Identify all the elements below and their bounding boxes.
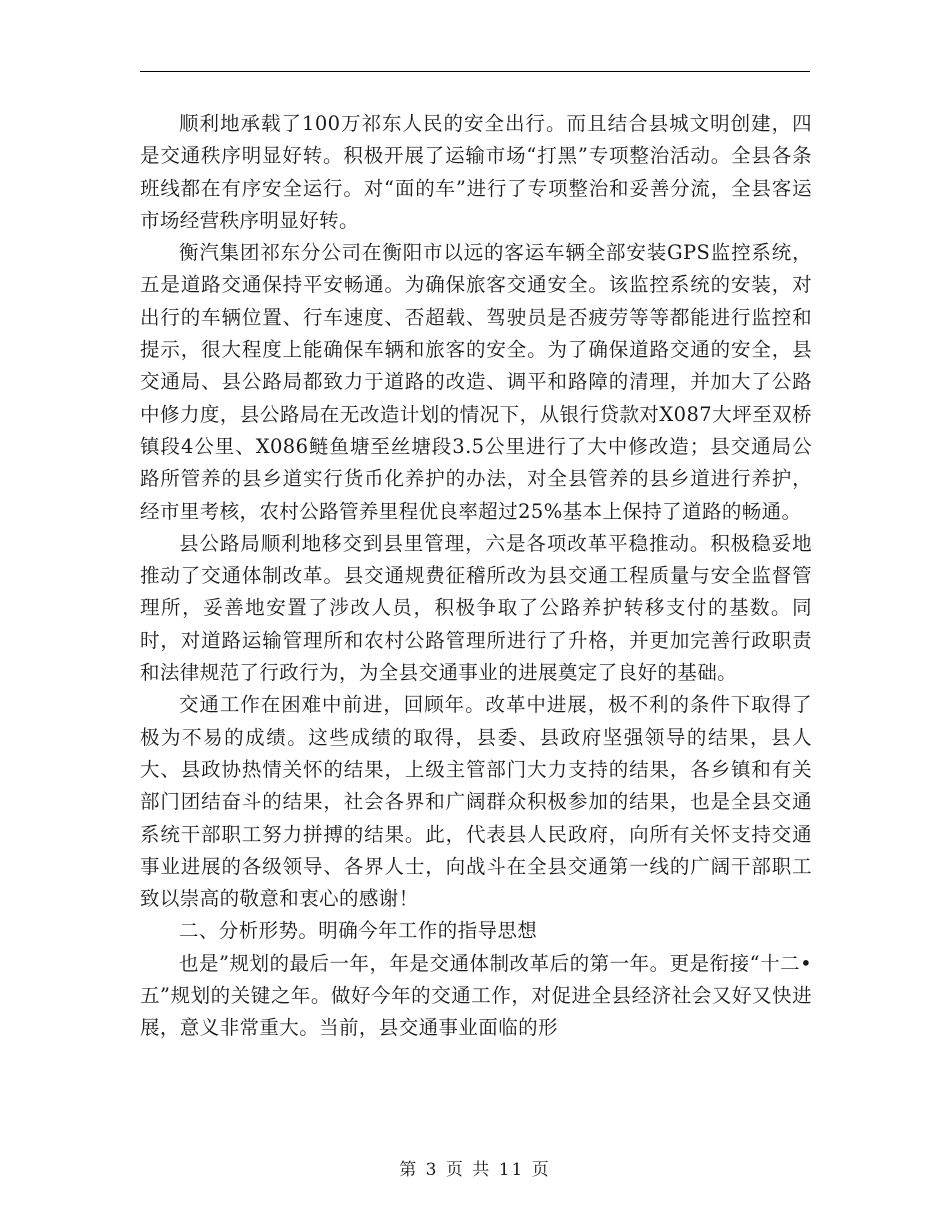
paragraph: 县公路局顺利地移交到县里管理，六是各项改革平稳推动。积极稳妥地推动了交通体制改革。县交通规费征稽所改为县交通工程质量与安全监督管理所，妥善地安置了涉改人员，积极争取了公路养护转移支付的基数。同时，对道路运输管理所和农村公路管理所进行了升格，并更加完善行政职责和法律规范了行政行为，为全县交通事业的进展奠定了良好的基础。 (140, 531, 812, 685)
paragraph: 顺利地承载了100万祁东人民的安全出行。而且结合县城文明创建，四是交通秩序明显好转。积极开展了运输市场“打黑”专项整治活动。全县各条班线都在有序安全运行。对“面的车”进行了专项整治和妥善分流，全县客运市场经营秩序明显好转。 (140, 112, 812, 232)
page-number-footer: 第 3 页 共 11 页 (399, 1160, 551, 1180)
paragraph: 衡汽集团祁东分公司在衡阳市以远的客运车辆全部安装GPS监控系统，五是道路交通保持平安畅通。为确保旅客交通安全。该监控系统的安装，对出行的车辆位置、行车速度、否超载、驾驶员是否疲劳等等都能进行监控和提示，很大程度上能确保车辆和旅客的安全。为了确保道路交通的安全，县交通局、县公路局都致力于道路的改造、调平和路障的清理，并加大了公路中修力度，县公路局在无改造计划的情况下，从银行贷款对X087大坪至双桥镇段4公里、X086鲢鱼塘至丝塘段3.5公里进行了大中修改造；县交通局公路所管养的县乡道实行货币化养护的办法，对全县管养的县乡道进行养护，经市里考核，农村公路管养里程优良率超过25%基本上保持了道路的畅通。 (140, 241, 812, 523)
document-body (140, 108, 812, 1045)
section-heading: 二、分析形势。明确今年工作的指导思想 (179, 919, 538, 943)
header-rule (140, 71, 810, 72)
paragraph: 也是”规划的最后一年，年是交通体制改革后的第一年。更是衔接“十二•五”规划的关键之年。做好今年的交通工作，对促进全县经济社会又好又快进展，意义非常重大。当前，县交通事业面临的形 (140, 951, 812, 1040)
paragraph: 交通工作在困难中前进，回顾年。改革中进展，极不利的条件下取得了极为不易的成绩。这些成绩的取得，县委、县政府坚强领导的结果，县人大、县政协热情关怀的结果，上级主管部门大力支持的结果，各乡镇和有关部门团结奋斗的结果，社会各界和广阔群众积极参加的结果，也是全县交通系统干部职工努力拼搏的结果。此，代表县人民政府，向所有关怀支持交通事业进展的各级领导、各界人士，向战斗在全县交通第一线的广阔干部职工致以崇高的敬意和衷心的感谢！ (140, 693, 812, 911)
